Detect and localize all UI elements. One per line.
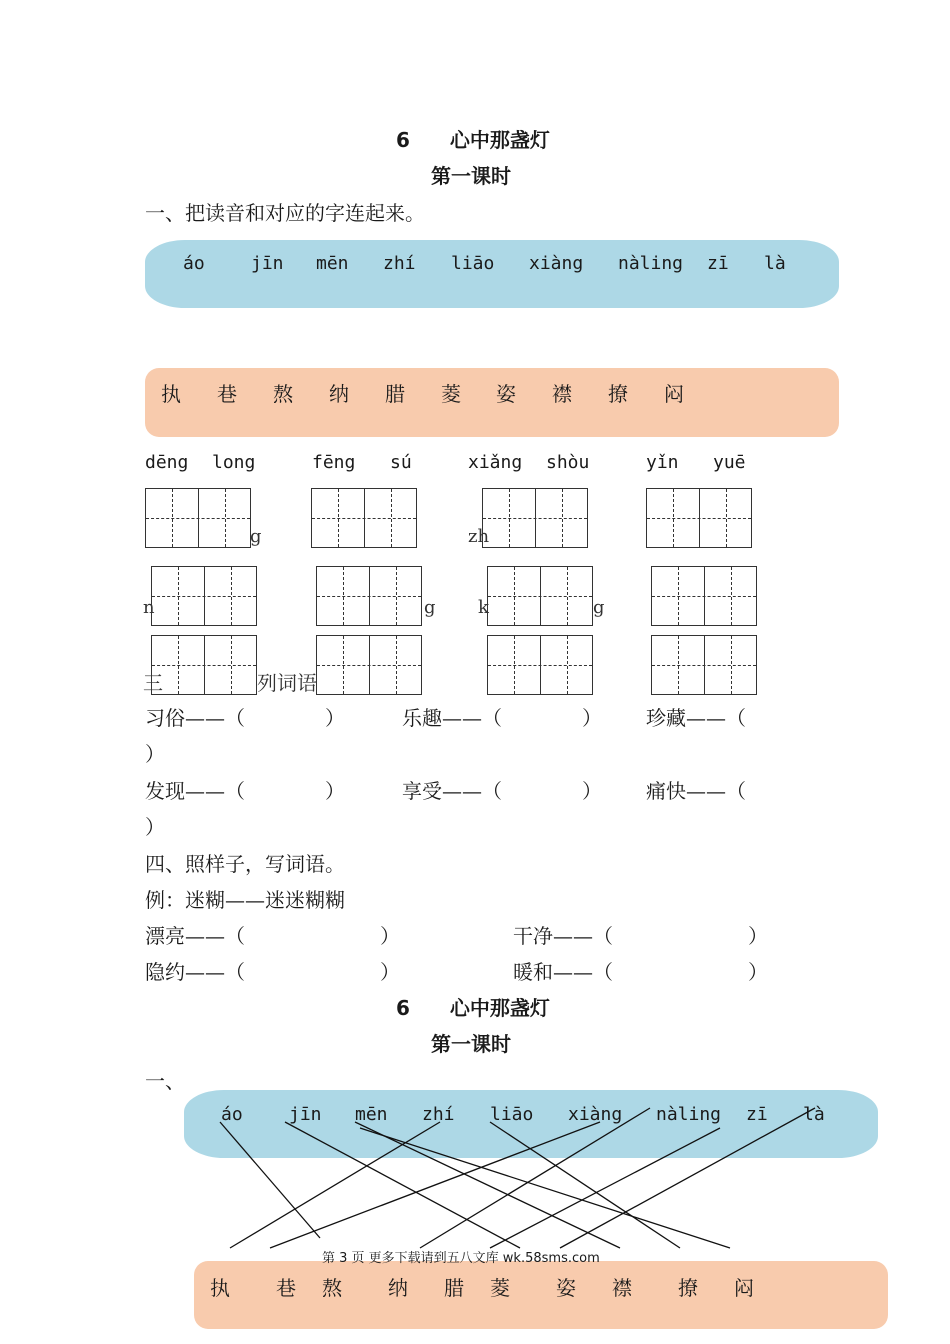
character-item: 菱 [490,1276,510,1300]
pinyin-item: là [764,253,786,274]
question-4-heading: 四、照样子，写词语。 [145,852,345,876]
match-line [490,1128,720,1248]
blank-close: ） [380,924,400,948]
hidden-fragment: g [250,526,262,547]
match-line [360,1128,730,1248]
lesson-title: 6 心中那盏灯 [396,128,550,152]
pinyin-item: nàling [618,253,684,274]
pinyin-item: áo [183,253,205,274]
character-item: 襟 [552,382,572,406]
answer-lesson-title: 6 心中那盏灯 [396,996,550,1020]
character-item: 菱 [441,382,461,406]
hidden-fragment: n [143,597,155,618]
hidden-fragment: 三 [143,671,163,695]
character-item: 执 [161,382,181,406]
blank-close: ） [325,779,345,803]
character-item: 腊 [444,1276,464,1300]
hidden-fragment: g [593,597,605,618]
character-item: 执 [210,1276,230,1300]
hidden-fragment: zh [468,526,490,547]
character-item: 巷 [276,1276,296,1300]
match-line [230,1122,440,1248]
pinyin-item: liāo [451,253,495,274]
hidden-fragment: g [424,597,436,618]
pinyin-item: zī [746,1104,768,1125]
hidden-fragment: k [478,597,489,618]
synonym-prompt: 发现——（ [145,779,245,803]
pinyin-item: zhí [422,1104,455,1125]
blank-close: ） [582,779,602,803]
blank-close: ） [380,960,400,984]
pinyin-item: zī [707,253,729,274]
synonym-prompt: 享受——（ [402,779,502,803]
character-item: 熬 [273,382,293,406]
blank-close: ） [145,815,165,839]
blank-close: ） [325,706,345,730]
pattern-prompt: 隐约——（ [145,960,245,984]
character-item: 巷 [217,382,237,406]
answer-question-1-heading: 一、 [145,1069,185,1093]
grid-pinyin: shòu [546,452,590,473]
pinyin-item: là [803,1104,825,1125]
pinyin-item: liāo [490,1104,534,1125]
blank-close: ） [748,960,768,984]
match-line [220,1122,320,1238]
pinyin-item: xiàng [529,253,584,274]
character-item: 姿 [556,1276,576,1300]
character-item: 纳 [388,1276,408,1300]
pinyin-item: zhí [383,253,416,274]
pattern-prompt: 干净——（ [513,924,613,948]
pattern-prompt: 漂亮——（ [145,924,245,948]
synonym-prompt: 习俗——（ [145,706,245,730]
question-4-example: 例：迷糊——迷迷糊糊 [145,888,345,912]
blank-close: ） [145,742,165,766]
synonym-prompt: 珍藏——（ [646,706,746,730]
character-item: 闷 [734,1276,754,1300]
pinyin-item: mēn [355,1104,388,1125]
grid-pinyin: yǐn [646,452,679,473]
pinyin-item: áo [221,1104,243,1125]
blank-close: ） [582,706,602,730]
match-line [355,1122,620,1248]
grid-pinyin: xiǎng [468,452,523,473]
answer-subtitle: 第一课时 [431,1032,511,1056]
synonym-prompt: 乐趣——（ [402,706,502,730]
character-item: 姿 [496,382,516,406]
match-line [490,1122,680,1248]
question-1-heading: 一、把读音和对应的字连起来。 [145,201,425,225]
character-item: 襟 [612,1276,632,1300]
pinyin-item: mēn [316,253,349,274]
grid-pinyin: sú [390,452,412,473]
character-item: 闷 [664,382,684,406]
synonym-prompt: 痛快——（ [646,779,746,803]
page-footer: 第 3 页 更多下载请到五八文库 wk.58sms.com [322,1251,600,1266]
character-item: 撩 [678,1276,698,1300]
pinyin-item: jīn [289,1104,322,1125]
character-item: 纳 [329,382,349,406]
pattern-prompt: 暖和——（ [513,960,613,984]
character-item: 撩 [608,382,628,406]
pinyin-item: jīn [251,253,284,274]
grid-pinyin: yuē [713,452,746,473]
character-item: 腊 [385,382,405,406]
grid-pinyin: dēng [145,452,189,473]
lesson-subtitle: 第一课时 [431,164,511,188]
pinyin-item: xiàng [568,1104,623,1125]
blank-close: ） [748,924,768,948]
character-item: 熬 [322,1276,342,1300]
grid-pinyin: long [212,452,256,473]
grid-pinyin: fēng [312,452,356,473]
pinyin-item: nàling [656,1104,722,1125]
hidden-fragment: 列词语 [257,671,317,695]
match-line [560,1108,815,1248]
